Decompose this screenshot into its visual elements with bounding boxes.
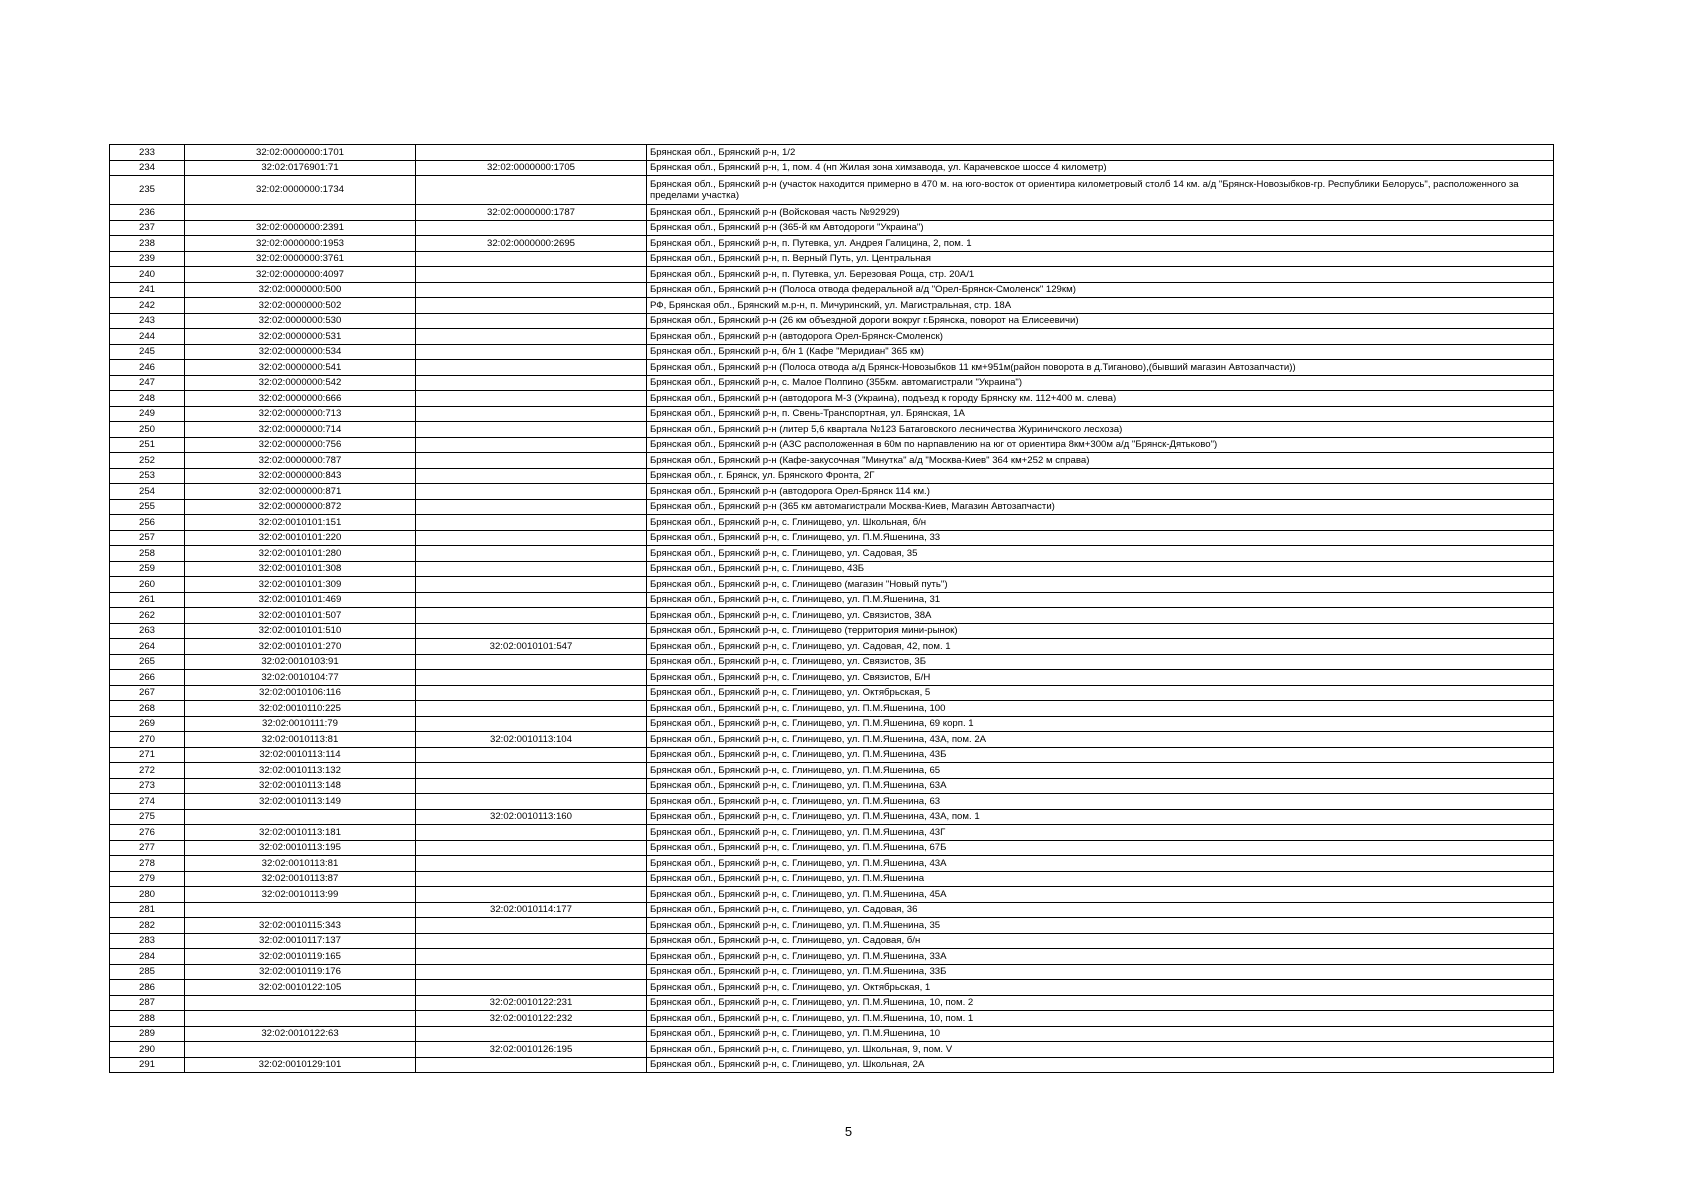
address-cell: Брянская обл., Брянский р-н, с. Глинищево, 43Б — [647, 561, 1554, 577]
cadastral-number-cell: 32:02:0010101:510 — [185, 623, 416, 639]
cadastral-number-cell: 32:02:0010113:132 — [185, 763, 416, 779]
address-cell: Брянская обл., Брянский р-н (Кафе-закусочная "Минутка" а/д "Москва-Киев" 364 км+252 м справа) — [647, 453, 1554, 469]
table-row — [110, 980, 1554, 996]
parent-cadastral-number-cell — [416, 344, 647, 360]
parent-cadastral-number-cell: 32:02:0010113:104 — [416, 732, 647, 748]
row-number-cell: 252 — [110, 453, 185, 469]
table-row — [110, 794, 1554, 810]
row-number-cell: 251 — [110, 437, 185, 453]
cadastral-number-cell: 32:02:0010101:308 — [185, 561, 416, 577]
parent-cadastral-number-cell — [416, 592, 647, 608]
table-row — [110, 732, 1554, 748]
row-number-cell: 276 — [110, 825, 185, 841]
parent-cadastral-number-cell — [416, 530, 647, 546]
address-cell: Брянская обл., Брянский р-н (участок находится примерно в 470 м. на юго-восток от ориентира километровый столб 14 км. а/д "Брянск-Новозыбков-гр. Республики Белорусь", расположенного за пределами участка) — [647, 176, 1554, 205]
address-cell: Брянская обл., Брянский р-н, с. Глинищево, ул. Октябрьская, 1 — [647, 980, 1554, 996]
address-cell: Брянская обл., Брянский р-н, с. Глинищево (магазин "Новый путь") — [647, 577, 1554, 593]
parent-cadastral-number-cell — [416, 747, 647, 763]
row-number-cell: 265 — [110, 654, 185, 670]
address-cell: Брянская обл., Брянский р-н (автодорога М-3 (Украина), подъезд к городу Брянску км. 112+400 м. слева) — [647, 391, 1554, 407]
row-number-cell: 271 — [110, 747, 185, 763]
table-row — [110, 437, 1554, 453]
cadastral-number-cell: 32:02:0010101:469 — [185, 592, 416, 608]
row-number-cell: 246 — [110, 360, 185, 376]
table-row — [110, 654, 1554, 670]
table-row — [110, 1011, 1554, 1027]
address-cell: Брянская обл., Брянский р-н (автодорога Орел-Брянск-Смоленск) — [647, 329, 1554, 345]
address-cell: Брянская обл., Брянский р-н, п. Путевка, ул. Березовая Роща, стр. 20А/1 — [647, 267, 1554, 283]
parent-cadastral-number-cell — [416, 360, 647, 376]
row-number-cell: 249 — [110, 406, 185, 422]
table-row — [110, 840, 1554, 856]
parent-cadastral-number-cell — [416, 220, 647, 236]
row-number-cell: 283 — [110, 933, 185, 949]
parent-cadastral-number-cell — [416, 949, 647, 965]
parent-cadastral-number-cell — [416, 685, 647, 701]
parent-cadastral-number-cell — [416, 778, 647, 794]
table-row — [110, 546, 1554, 562]
parent-cadastral-number-cell — [416, 1057, 647, 1073]
address-cell: Брянская обл., Брянский р-н, с. Глинищево, ул. Школьная, б/н — [647, 515, 1554, 531]
table-row — [110, 716, 1554, 732]
address-cell: Брянская обл., Брянский р-н, с. Глинищево, ул. Связистов, 3Б — [647, 654, 1554, 670]
row-number-cell: 275 — [110, 809, 185, 825]
address-cell: Брянская обл., Брянский р-н, п. Верный Путь, ул. Центральная — [647, 251, 1554, 267]
row-number-cell: 282 — [110, 918, 185, 934]
row-number-cell: 284 — [110, 949, 185, 965]
cadastral-number-cell: 32:02:0000000:1953 — [185, 236, 416, 252]
parent-cadastral-number-cell — [416, 329, 647, 345]
parent-cadastral-number-cell — [416, 298, 647, 314]
address-cell: Брянская обл., Брянский р-н, с. Глинищево, ул. Школьная, 9, пом. V — [647, 1042, 1554, 1058]
cadastral-number-cell: 32:02:0010117:137 — [185, 933, 416, 949]
row-number-cell: 287 — [110, 995, 185, 1011]
row-number-cell: 235 — [110, 176, 185, 205]
row-number-cell: 258 — [110, 546, 185, 562]
parent-cadastral-number-cell — [416, 716, 647, 732]
address-cell: Брянская обл., Брянский р-н, с. Глинищево, ул. П.М.Яшенина, 63А — [647, 778, 1554, 794]
row-number-cell: 274 — [110, 794, 185, 810]
table-row — [110, 856, 1554, 872]
parent-cadastral-number-cell — [416, 561, 647, 577]
row-number-cell: 281 — [110, 902, 185, 918]
parent-cadastral-number-cell: 32:02:0010122:232 — [416, 1011, 647, 1027]
cadastral-number-cell: 32:02:0000000:756 — [185, 437, 416, 453]
table-row — [110, 964, 1554, 980]
cadastral-number-cell: 32:02:0010101:151 — [185, 515, 416, 531]
row-number-cell: 288 — [110, 1011, 185, 1027]
parent-cadastral-number-cell — [416, 176, 647, 205]
parent-cadastral-number-cell — [416, 499, 647, 515]
parent-cadastral-number-cell — [416, 887, 647, 903]
address-cell: Брянская обл., Брянский р-н, с. Глинищево, ул. П.М.Яшенина, 31 — [647, 592, 1554, 608]
cadastral-number-cell: 32:02:0010113:114 — [185, 747, 416, 763]
address-cell: Брянская обл., Брянский р-н, с. Глинищево, ул. П.М.Яшенина, 33А — [647, 949, 1554, 965]
cadastral-number-cell: 32:02:0010110:225 — [185, 701, 416, 717]
row-number-cell: 238 — [110, 236, 185, 252]
table-row — [110, 453, 1554, 469]
table-row — [110, 871, 1554, 887]
row-number-cell: 254 — [110, 484, 185, 500]
cadastral-number-cell: 32:02:0010113:149 — [185, 794, 416, 810]
address-cell: Брянская обл., Брянский р-н, с. Малое Полпино (355км. автомагистрали "Украина") — [647, 375, 1554, 391]
table-row — [110, 375, 1554, 391]
cadastral-number-cell: 32:02:0000000:713 — [185, 406, 416, 422]
cadastral-number-cell: 32:02:0000000:714 — [185, 422, 416, 438]
cadastral-number-cell: 32:02:0000000:530 — [185, 313, 416, 329]
cadastral-number-cell: 32:02:0010101:220 — [185, 530, 416, 546]
cadastral-number-cell: 32:02:0000000:1701 — [185, 145, 416, 161]
parent-cadastral-number-cell — [416, 468, 647, 484]
row-number-cell: 266 — [110, 670, 185, 686]
parent-cadastral-number-cell: 32:02:0000000:1787 — [416, 205, 647, 221]
parent-cadastral-number-cell — [416, 933, 647, 949]
address-cell: Брянская обл., Брянский р-н, с. Глинищево, ул. П.М.Яшенина, 35 — [647, 918, 1554, 934]
table-row — [110, 809, 1554, 825]
address-cell: Брянская обл., Брянский р-н, с. Глинищево, ул. П.М.Яшенина, 33 — [647, 530, 1554, 546]
cadastral-number-cell: 32:02:0000000:502 — [185, 298, 416, 314]
row-number-cell: 270 — [110, 732, 185, 748]
address-cell: Брянская обл., Брянский р-н, с. Глинищево, ул. П.М.Яшенина, 67Б — [647, 840, 1554, 856]
parent-cadastral-number-cell — [416, 313, 647, 329]
cadastral-number-cell: 32:02:0010115:343 — [185, 918, 416, 934]
row-number-cell: 278 — [110, 856, 185, 872]
parent-cadastral-number-cell: 32:02:0010113:160 — [416, 809, 647, 825]
parent-cadastral-number-cell — [416, 623, 647, 639]
address-cell: Брянская обл., Брянский р-н, с. Глинищево, ул. П.М.Яшенина, 43Г — [647, 825, 1554, 841]
table-row — [110, 763, 1554, 779]
table-row — [110, 251, 1554, 267]
address-cell: Брянская обл., Брянский р-н, с. Глинищево, ул. Связистов, 38А — [647, 608, 1554, 624]
row-number-cell: 253 — [110, 468, 185, 484]
parent-cadastral-number-cell — [416, 794, 647, 810]
row-number-cell: 240 — [110, 267, 185, 283]
cadastral-number-cell: 32:02:0000000:541 — [185, 360, 416, 376]
address-cell: Брянская обл., Брянский р-н, с. Глинищево, ул. П.М.Яшенина, 43А, пом. 2А — [647, 732, 1554, 748]
table-row — [110, 577, 1554, 593]
row-number-cell: 233 — [110, 145, 185, 161]
cadastral-number-cell — [185, 809, 416, 825]
address-cell: Брянская обл., Брянский р-н, с. Глинищево (территория мини-рынок) — [647, 623, 1554, 639]
cadastral-number-cell: 32:02:0010101:507 — [185, 608, 416, 624]
cadastral-number-cell: 32:02:0000000:666 — [185, 391, 416, 407]
address-cell: Брянская обл., Брянский р-н (Полоса отвода федеральной а/д "Орел-Брянск-Смоленск" 129км) — [647, 282, 1554, 298]
cadastral-number-cell: 32:02:0000000:871 — [185, 484, 416, 500]
parent-cadastral-number-cell — [416, 980, 647, 996]
parent-cadastral-number-cell — [416, 484, 647, 500]
row-number-cell: 273 — [110, 778, 185, 794]
parent-cadastral-number-cell — [416, 670, 647, 686]
row-number-cell: 237 — [110, 220, 185, 236]
parent-cadastral-number-cell — [416, 840, 647, 856]
cadastral-number-cell — [185, 1042, 416, 1058]
parent-cadastral-number-cell: 32:02:0010122:231 — [416, 995, 647, 1011]
row-number-cell: 277 — [110, 840, 185, 856]
cadastral-number-cell: 32:02:0000000:531 — [185, 329, 416, 345]
cadastral-number-cell: 32:02:0010119:176 — [185, 964, 416, 980]
cadastral-number-cell: 32:02:0010122:105 — [185, 980, 416, 996]
row-number-cell: 261 — [110, 592, 185, 608]
address-cell: Брянская обл., Брянский р-н, с. Глинищево, ул. П.М.Яшенина, 10, пом. 2 — [647, 995, 1554, 1011]
parent-cadastral-number-cell — [416, 856, 647, 872]
table-row — [110, 344, 1554, 360]
parent-cadastral-number-cell — [416, 763, 647, 779]
table-row — [110, 329, 1554, 345]
row-number-cell: 239 — [110, 251, 185, 267]
address-cell: Брянская обл., Брянский р-н, с. Глинищево, ул. П.М.Яшенина, 43А — [647, 856, 1554, 872]
row-number-cell: 236 — [110, 205, 185, 221]
row-number-cell: 291 — [110, 1057, 185, 1073]
row-number-cell: 290 — [110, 1042, 185, 1058]
address-cell: Брянская обл., Брянский р-н, с. Глинищево, ул. Школьная, 2А — [647, 1057, 1554, 1073]
address-cell: Брянская обл., Брянский р-н, с. Глинищево, ул. П.М.Яшенина, 45А — [647, 887, 1554, 903]
address-cell: Брянская обл., г. Брянск, ул. Брянского Фронта, 2Г — [647, 468, 1554, 484]
row-number-cell: 289 — [110, 1026, 185, 1042]
cadastral-number-cell: 32:02:0010106:116 — [185, 685, 416, 701]
address-cell: Брянская обл., Брянский р-н, с. Глинищево, ул. П.М.Яшенина, 69 корп. 1 — [647, 716, 1554, 732]
table-row — [110, 561, 1554, 577]
table-row — [110, 608, 1554, 624]
parent-cadastral-number-cell — [416, 546, 647, 562]
cadastral-number-cell: 32:02:0000000:787 — [185, 453, 416, 469]
address-cell: Брянская обл., Брянский р-н, с. Глинищево, ул. П.М.Яшенина — [647, 871, 1554, 887]
address-cell: Брянская обл., Брянский р-н (литер 5,6 квартала №123 Батаговского лесничества Журиничского лесхоза) — [647, 422, 1554, 438]
cadastral-number-cell: 32:02:0000000:1734 — [185, 176, 416, 205]
address-cell: Брянская обл., Брянский р-н, с. Глинищево, ул. Связистов, Б/Н — [647, 670, 1554, 686]
address-cell: Брянская обл., Брянский р-н, б/н 1 (Кафе "Меридиан" 365 км) — [647, 344, 1554, 360]
address-cell: Брянская обл., Брянский р-н (автодорога Орел-Брянск 114 км.) — [647, 484, 1554, 500]
address-cell: Брянская обл., Брянский р-н, с. Глинищево, ул. Октябрьская, 5 — [647, 685, 1554, 701]
table-row — [110, 778, 1554, 794]
parent-cadastral-number-cell — [416, 282, 647, 298]
cadastral-number-cell: 32:02:0010111:79 — [185, 716, 416, 732]
parent-cadastral-number-cell: 32:02:0000000:1705 — [416, 160, 647, 176]
table-row — [110, 145, 1554, 161]
table-row — [110, 499, 1554, 515]
table-row — [110, 220, 1554, 236]
cadastral-number-cell: 32:02:0010113:148 — [185, 778, 416, 794]
cadastral-number-cell: 32:02:0176901:71 — [185, 160, 416, 176]
parent-cadastral-number-cell — [416, 145, 647, 161]
row-number-cell: 267 — [110, 685, 185, 701]
table-row — [110, 1026, 1554, 1042]
address-cell: Брянская обл., Брянский р-н (365-й км Автодороги "Украина") — [647, 220, 1554, 236]
row-number-cell: 255 — [110, 499, 185, 515]
row-number-cell: 264 — [110, 639, 185, 655]
row-number-cell: 250 — [110, 422, 185, 438]
address-cell: Брянская обл., Брянский р-н, с. Глинищево, ул. Садовая, 35 — [647, 546, 1554, 562]
table-row — [110, 995, 1554, 1011]
address-cell: Брянская обл., Брянский р-н, с. Глинищево, ул. Садовая, 36 — [647, 902, 1554, 918]
row-number-cell: 256 — [110, 515, 185, 531]
cadastral-number-cell: 32:02:0010101:309 — [185, 577, 416, 593]
address-cell: Брянская обл., Брянский р-н, с. Глинищево, ул. П.М.Яшенина, 33Б — [647, 964, 1554, 980]
page-number: 5 — [844, 1124, 853, 1139]
table-row — [110, 685, 1554, 701]
row-number-cell: 242 — [110, 298, 185, 314]
cadastral-number-cell: 32:02:0000000:2391 — [185, 220, 416, 236]
parent-cadastral-number-cell — [416, 375, 647, 391]
row-number-cell: 272 — [110, 763, 185, 779]
table-row — [110, 391, 1554, 407]
cadastral-number-cell — [185, 1011, 416, 1027]
cadastral-number-cell: 32:02:0010113:99 — [185, 887, 416, 903]
address-cell: Брянская обл., Брянский р-н, п. Свень-Транспортная, ул. Брянская, 1А — [647, 406, 1554, 422]
table-row — [110, 1042, 1554, 1058]
table-row — [110, 484, 1554, 500]
address-cell: Брянская обл., Брянский р-н, с. Глинищево, ул. П.М.Яшенина, 65 — [647, 763, 1554, 779]
parent-cadastral-number-cell: 32:02:0010126:195 — [416, 1042, 647, 1058]
row-number-cell: 247 — [110, 375, 185, 391]
table-row — [110, 701, 1554, 717]
address-cell: Брянская обл., Брянский р-н, с. Глинищево, ул. П.М.Яшенина, 43Б — [647, 747, 1554, 763]
address-cell: Брянская обл., Брянский р-н, с. Глинищево, ул. П.М.Яшенина, 100 — [647, 701, 1554, 717]
address-cell: РФ, Брянская обл., Брянский м.р-н, п. Мичуринский, ул. Магистральная, стр. 18А — [647, 298, 1554, 314]
address-cell: Брянская обл., Брянский р-н (26 км объездной дороги вокруг г.Брянска, поворот на Елисеевичи) — [647, 313, 1554, 329]
cadastral-number-cell: 32:02:0010113:195 — [185, 840, 416, 856]
parent-cadastral-number-cell — [416, 1026, 647, 1042]
table-row — [110, 236, 1554, 252]
parent-cadastral-number-cell — [416, 437, 647, 453]
cadastral-number-cell: 32:02:0000000:542 — [185, 375, 416, 391]
cadastral-number-cell: 32:02:0010103:91 — [185, 654, 416, 670]
cadastral-number-cell: 32:02:0000000:500 — [185, 282, 416, 298]
parent-cadastral-number-cell — [416, 964, 647, 980]
table-row — [110, 1057, 1554, 1073]
table-row — [110, 670, 1554, 686]
table-row — [110, 422, 1554, 438]
row-number-cell: 244 — [110, 329, 185, 345]
row-number-cell: 286 — [110, 980, 185, 996]
address-cell: Брянская обл., Брянский р-н, с. Глинищево, ул. П.М.Яшенина, 10 — [647, 1026, 1554, 1042]
address-cell: Брянская обл., Брянский р-н, п. Путевка, ул. Андрея Галицина, 2, пом. 1 — [647, 236, 1554, 252]
row-number-cell: 245 — [110, 344, 185, 360]
cadastral-number-cell — [185, 902, 416, 918]
cadastral-number-cell — [185, 995, 416, 1011]
parent-cadastral-number-cell — [416, 406, 647, 422]
row-number-cell: 268 — [110, 701, 185, 717]
cadastral-number-cell: 32:02:0010101:270 — [185, 639, 416, 655]
address-cell: Брянская обл., Брянский р-н, с. Глинищево, ул. П.М.Яшенина, 10, пом. 1 — [647, 1011, 1554, 1027]
parent-cadastral-number-cell — [416, 825, 647, 841]
table-row — [110, 468, 1554, 484]
address-cell: Брянская обл., Брянский р-н (365 км автомагистрали Москва-Киев, Магазин Автозапчасти) — [647, 499, 1554, 515]
address-cell: Брянская обл., Брянский р-н, 1, пом. 4 (нп Жилая зона химзавода, ул. Карачевское шоссе 4 километр) — [647, 160, 1554, 176]
row-number-cell: 262 — [110, 608, 185, 624]
parent-cadastral-number-cell — [416, 267, 647, 283]
table-row — [110, 282, 1554, 298]
table-body — [110, 145, 1554, 1073]
table-row — [110, 887, 1554, 903]
row-number-cell: 285 — [110, 964, 185, 980]
table-row — [110, 313, 1554, 329]
parent-cadastral-number-cell — [416, 654, 647, 670]
cadastral-number-cell: 32:02:0000000:843 — [185, 468, 416, 484]
cadastral-number-cell: 32:02:0000000:4097 — [185, 267, 416, 283]
address-cell: Брянская обл., Брянский р-н, с. Глинищево, ул. Садовая, 42, пом. 1 — [647, 639, 1554, 655]
cadastral-number-cell: 32:02:0000000:534 — [185, 344, 416, 360]
parent-cadastral-number-cell — [416, 871, 647, 887]
address-cell: Брянская обл., Брянский р-н (Полоса отвода а/д Брянск-Новозыбков 11 км+951м(район поворота в д.Тиганово),(бывший магазин Автозапчасти)) — [647, 360, 1554, 376]
table-row — [110, 747, 1554, 763]
row-number-cell: 260 — [110, 577, 185, 593]
parent-cadastral-number-cell — [416, 453, 647, 469]
address-cell: Брянская обл., Брянский р-н, с. Глинищево, ул. П.М.Яшенина, 63 — [647, 794, 1554, 810]
parent-cadastral-number-cell: 32:02:0010114:177 — [416, 902, 647, 918]
parent-cadastral-number-cell — [416, 577, 647, 593]
table-row — [110, 530, 1554, 546]
parent-cadastral-number-cell — [416, 391, 647, 407]
table-row — [110, 298, 1554, 314]
parent-cadastral-number-cell — [416, 608, 647, 624]
table-row — [110, 933, 1554, 949]
table-row — [110, 623, 1554, 639]
cadastral-number-cell: 32:02:0010113:87 — [185, 871, 416, 887]
row-number-cell: 248 — [110, 391, 185, 407]
table-row — [110, 176, 1554, 205]
parent-cadastral-number-cell — [416, 422, 647, 438]
table-row — [110, 949, 1554, 965]
cadastral-table — [109, 144, 1554, 1073]
parent-cadastral-number-cell — [416, 701, 647, 717]
cadastral-number-cell: 32:02:0010129:101 — [185, 1057, 416, 1073]
table-row — [110, 825, 1554, 841]
table-row — [110, 918, 1554, 934]
address-cell: Брянская обл., Брянский р-н, с. Глинищево, ул. П.М.Яшенина, 43А, пом. 1 — [647, 809, 1554, 825]
cadastral-number-cell: 32:02:0000000:872 — [185, 499, 416, 515]
parent-cadastral-number-cell: 32:02:0010101:547 — [416, 639, 647, 655]
table-row — [110, 515, 1554, 531]
cadastral-number-cell: 32:02:0010113:81 — [185, 732, 416, 748]
table-row — [110, 160, 1554, 176]
cadastral-number-cell: 32:02:0010113:181 — [185, 825, 416, 841]
address-cell: Брянская обл., Брянский р-н (АЗС расположенная в 60м по нарпавлению на юг от ориентира 8км+300м а/д "Брянск-Дятьково") — [647, 437, 1554, 453]
table-row — [110, 406, 1554, 422]
table-row — [110, 205, 1554, 221]
row-number-cell: 234 — [110, 160, 185, 176]
cadastral-number-cell: 32:02:0010122:63 — [185, 1026, 416, 1042]
row-number-cell: 243 — [110, 313, 185, 329]
parent-cadastral-number-cell: 32:02:0000000:2695 — [416, 236, 647, 252]
row-number-cell: 263 — [110, 623, 185, 639]
cadastral-number-cell: 32:02:0010104:77 — [185, 670, 416, 686]
table-row — [110, 639, 1554, 655]
table-row — [110, 267, 1554, 283]
parent-cadastral-number-cell — [416, 251, 647, 267]
row-number-cell: 269 — [110, 716, 185, 732]
row-number-cell: 259 — [110, 561, 185, 577]
table-row — [110, 360, 1554, 376]
address-cell: Брянская обл., Брянский р-н, 1/2 — [647, 145, 1554, 161]
table-row — [110, 592, 1554, 608]
parent-cadastral-number-cell — [416, 515, 647, 531]
cadastral-number-cell: 32:02:0000000:3761 — [185, 251, 416, 267]
row-number-cell: 257 — [110, 530, 185, 546]
table-row — [110, 902, 1554, 918]
cadastral-number-cell — [185, 205, 416, 221]
row-number-cell: 279 — [110, 871, 185, 887]
cadastral-number-cell: 32:02:0010101:280 — [185, 546, 416, 562]
address-cell: Брянская обл., Брянский р-н (Войсковая часть №92929) — [647, 205, 1554, 221]
cadastral-number-cell: 32:02:0010119:165 — [185, 949, 416, 965]
row-number-cell: 280 — [110, 887, 185, 903]
parent-cadastral-number-cell — [416, 918, 647, 934]
row-number-cell: 241 — [110, 282, 185, 298]
address-cell: Брянская обл., Брянский р-н, с. Глинищево, ул. Садовая, б/н — [647, 933, 1554, 949]
cadastral-number-cell: 32:02:0010113:81 — [185, 856, 416, 872]
